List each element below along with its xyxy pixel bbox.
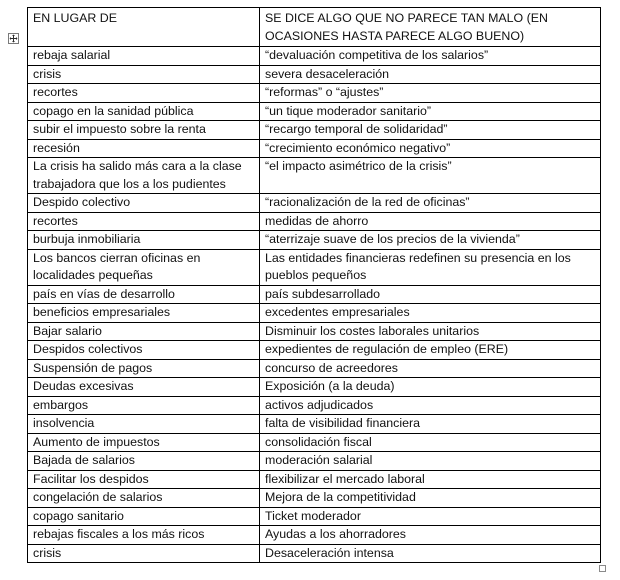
table-cell-original: país en vías de desarrollo xyxy=(28,285,260,304)
table-cell-euphemism: excedentes empresariales xyxy=(260,304,601,323)
table-row xyxy=(28,158,601,194)
header-cell-euphemism: SE DICE ALGO QUE NO PARECE TAN MALO (EN OCASIONES HASTA PARECE ALGO BUENO) xyxy=(260,8,601,47)
table-row xyxy=(28,489,601,508)
table-cell-euphemism: Mejora de la competitividad xyxy=(260,489,601,508)
table-cell-euphemism: concurso de acreedores xyxy=(260,359,601,378)
table-row xyxy=(28,526,601,545)
table-row xyxy=(28,231,601,250)
table-cell-euphemism: Ayudas a los ahorradores xyxy=(260,526,601,545)
table-cell-original: Bajar salario xyxy=(28,322,260,341)
table-cell-euphemism: Disminuir los costes laborales unitarios xyxy=(260,322,601,341)
table-cell-original: recesión xyxy=(28,139,260,158)
table-cell-original: rebajas fiscales a los más ricos xyxy=(28,526,260,545)
table-header-row xyxy=(28,8,601,47)
table-cell-euphemism: Exposición (a la deuda) xyxy=(260,378,601,397)
table-cell-original: recortes xyxy=(28,212,260,231)
table-cell-original: crisis xyxy=(28,544,260,563)
table-cell-euphemism: Desaceleración intensa xyxy=(260,544,601,563)
table-cell-original: subir el impuesto sobre la renta xyxy=(28,121,260,140)
table-cell-original: rebaja salarial xyxy=(28,47,260,66)
table-row xyxy=(28,507,601,526)
table-row xyxy=(28,65,601,84)
table-cell-original: Facilitar los despidos xyxy=(28,470,260,489)
table-cell-original: embargos xyxy=(28,396,260,415)
table-cell-euphemism: “el impacto asimétrico de la crisis” xyxy=(260,158,601,194)
table-row xyxy=(28,470,601,489)
table-cell-original: recortes xyxy=(28,84,260,103)
table-row xyxy=(28,212,601,231)
table-row xyxy=(28,396,601,415)
table-cell-euphemism: activos adjudicados xyxy=(260,396,601,415)
table-cell-original: copago en la sanidad pública xyxy=(28,102,260,121)
table-cell-euphemism: medidas de ahorro xyxy=(260,212,601,231)
table-cell-euphemism: falta de visibilidad financiera xyxy=(260,415,601,434)
table-row xyxy=(28,452,601,471)
table-cell-original: Deudas excesivas xyxy=(28,378,260,397)
table-row xyxy=(28,249,601,285)
table-cell-original: Bajada de salarios xyxy=(28,452,260,471)
table-move-handle-icon[interactable] xyxy=(8,33,19,44)
table-row xyxy=(28,84,601,103)
table-cell-original: Los bancos cierran oficinas en localidades pequeñas xyxy=(28,249,260,285)
table-row xyxy=(28,139,601,158)
table-resize-handle-icon[interactable] xyxy=(599,565,606,572)
table-cell-euphemism: consolidación fiscal xyxy=(260,433,601,452)
table-row xyxy=(28,47,601,66)
table-cell-euphemism: país subdesarrollado xyxy=(260,285,601,304)
table-cell-euphemism: moderación salarial xyxy=(260,452,601,471)
table-row xyxy=(28,194,601,213)
table-cell-original: Despidos colectivos xyxy=(28,341,260,360)
table-cell-euphemism: “crecimiento económico negativo” xyxy=(260,139,601,158)
table-row xyxy=(28,378,601,397)
table-cell-euphemism: “racionalización de la red de oficinas” xyxy=(260,194,601,213)
table-cell-original: burbuja inmobiliaria xyxy=(28,231,260,250)
table-row xyxy=(28,544,601,563)
table-cell-euphemism: Ticket moderador xyxy=(260,507,601,526)
header-cell-original: EN LUGAR DE xyxy=(28,8,260,47)
table-cell-euphemism: severa desaceleración xyxy=(260,65,601,84)
table-row xyxy=(28,433,601,452)
table-cell-euphemism: “recargo temporal de solidaridad” xyxy=(260,121,601,140)
table-row xyxy=(28,285,601,304)
table-cell-original: Despido colectivo xyxy=(28,194,260,213)
table-cell-original: crisis xyxy=(28,65,260,84)
table-cell-original: copago sanitario xyxy=(28,507,260,526)
table-cell-euphemism: expedientes de regulación de empleo (ERE) xyxy=(260,341,601,360)
euphemism-table xyxy=(27,7,601,563)
table-row xyxy=(28,415,601,434)
table-row xyxy=(28,322,601,341)
table-cell-euphemism: “devaluación competitiva de los salarios” xyxy=(260,47,601,66)
table-cell-euphemism: Las entidades financieras redefinen su presencia en los pueblos pequeños xyxy=(260,249,601,285)
table-cell-original: congelación de salarios xyxy=(28,489,260,508)
table-cell-euphemism: “aterrizaje suave de los precios de la vivienda” xyxy=(260,231,601,250)
table-cell-original: beneficios empresariales xyxy=(28,304,260,323)
table-cell-original: La crisis ha salido más cara a la clase trabajadora que los a los pudientes xyxy=(28,158,260,194)
table-body xyxy=(28,47,601,563)
table-cell-original: Aumento de impuestos xyxy=(28,433,260,452)
table-row xyxy=(28,102,601,121)
table-cell-original: Suspensión de pagos xyxy=(28,359,260,378)
table-cell-euphemism: “un tique moderador sanitario” xyxy=(260,102,601,121)
table-cell-euphemism: flexibilizar el mercado laboral xyxy=(260,470,601,489)
table-cell-original: insolvencia xyxy=(28,415,260,434)
table-row xyxy=(28,359,601,378)
table-row xyxy=(28,121,601,140)
table-cell-euphemism: “reformas” o “ajustes” xyxy=(260,84,601,103)
table-row xyxy=(28,304,601,323)
table-row xyxy=(28,341,601,360)
